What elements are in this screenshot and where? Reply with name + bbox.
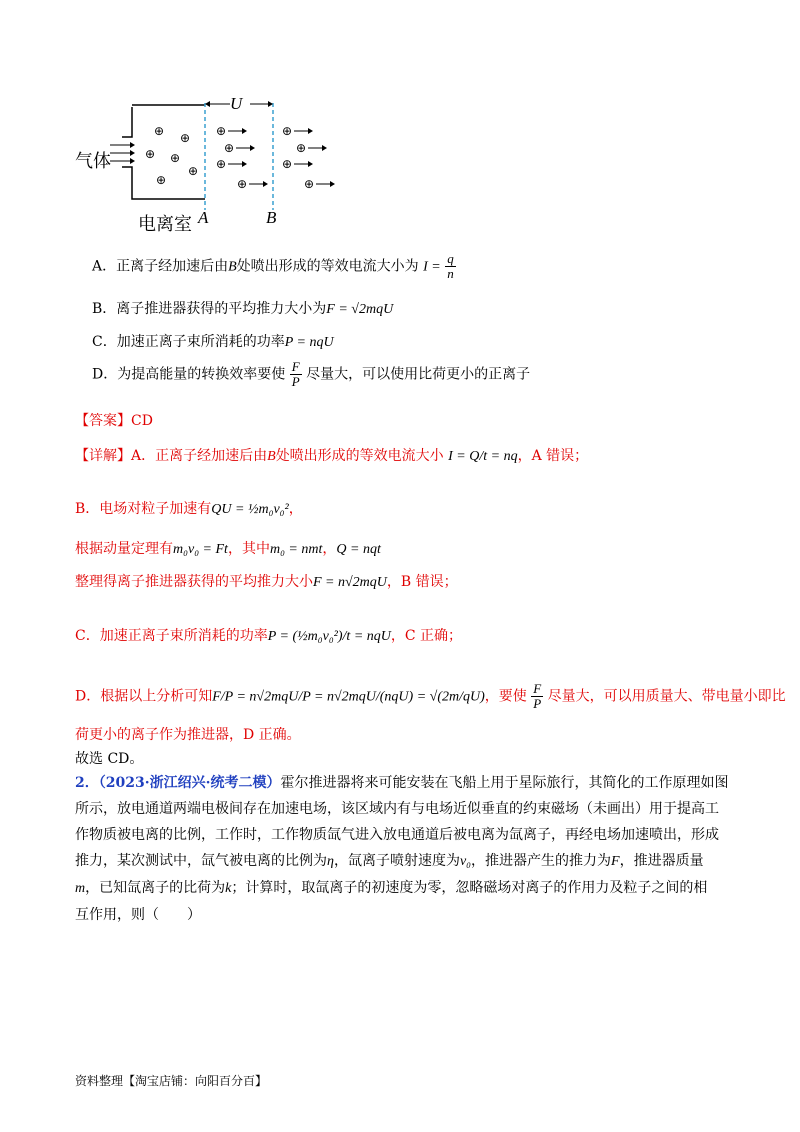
- answer-label: 【答案】CD: [75, 413, 153, 429]
- conclusion: 故选 CD。: [75, 751, 144, 767]
- option-d: D．为提高能量的转换效率要使 $\frac{F}{P}$ 尽量大，可以使用比荷更小的正离子: [92, 359, 531, 389]
- question-2: [75, 770, 735, 928]
- svg-text:⊕: ⊕: [156, 173, 167, 187]
- option-a: A．正离子经加速后由B处喷出形成的等效电流大小为 I = $\frac{q}{n}$: [92, 251, 454, 281]
- ejected-ions: [282, 124, 335, 191]
- svg-text:⊕: ⊕: [216, 124, 227, 138]
- option-b: B．离子推进器获得的平均推力大小为F = √2mqU: [92, 301, 394, 317]
- svg-text:⊕: ⊕: [282, 124, 293, 138]
- accelerated-ions: [216, 124, 268, 191]
- detail-d-cont: 荷更小的离子作为推进器，D 正确。: [75, 727, 301, 743]
- detail-c: C．加速正离子束所消耗的功率P = (½m₀v₀²)/t = nqU，C 正确；: [75, 628, 463, 644]
- svg-text:⊕: ⊕: [145, 147, 156, 161]
- svg-text:⊕: ⊕: [224, 141, 235, 155]
- a-label: A: [198, 208, 209, 227]
- question-2-line5: m，已知氙离子的比荷为k；计算时，取氙离子的初速度为零，忽略磁场对离子的作用力及粒子之间的相: [75, 880, 708, 896]
- u-label: U: [230, 94, 243, 113]
- svg-text:⊕: ⊕: [154, 124, 165, 138]
- detail-d: D．根据以上分析可知F/P = n√2mqU/P = n√2mqU/(nqU) = √(2m/qU)，要使 $\frac{F}{P}$ 尽量大，可以用质量大、带电量小即比: [75, 681, 786, 711]
- gas-label: 气体: [75, 151, 111, 172]
- gas-inflow-arrows: [110, 142, 135, 164]
- detail-momentum: 根据动量定理有m₀v₀ = Ft，其中m₀ = nmt，Q = nqt: [75, 541, 381, 557]
- ion-thruster-diagram: [70, 95, 360, 235]
- question-2-line6: 互作用，则（ ）: [75, 907, 201, 923]
- question-2-line3: 作物质被电离的比例，工作时，工作物质氙气进入放电通道后被电离为氙离子，再经电场加速喷出，形成: [75, 827, 719, 843]
- svg-text:⊕: ⊕: [216, 157, 227, 171]
- svg-text:⊕: ⊕: [188, 164, 199, 178]
- detail-force: 整理得离子推进器获得的平均推力大小F = n√2mqU，B 错误；: [75, 574, 458, 590]
- svg-text:⊕: ⊕: [180, 131, 191, 145]
- chamber-label: 电离室: [138, 214, 192, 235]
- option-c: C．加速正离子束所消耗的功率P = nqU: [92, 334, 334, 350]
- svg-text:⊕: ⊕: [237, 177, 248, 191]
- detail-a: 【详解】A．正离子经加速后由B处喷出形成的等效电流大小 I = Q/t = nq，A 错误；: [75, 448, 589, 464]
- chamber-ions: [145, 124, 198, 187]
- svg-text:⊕: ⊕: [304, 177, 315, 191]
- question-2-line2: 所示，放电通道两端电极间存在加速电场，该区域内有与电场近似垂直的约束磁场（未画出）用于提高工: [75, 801, 719, 817]
- b-label: B: [266, 208, 277, 227]
- svg-text:⊕: ⊕: [296, 141, 307, 155]
- footer-text: 资料整理【淘宝店铺：向阳百分百】: [75, 1074, 268, 1088]
- svg-text:⊕: ⊕: [170, 151, 181, 165]
- question-2-line1: 2．（2023·浙江绍兴·统考二模）霍尔推进器将来可能安装在飞船上用于星际旅行，其简化的工作原理如图: [75, 775, 729, 791]
- detail-b: B．电场对粒子加速有QU = ½m₀v₀²，: [75, 501, 303, 517]
- question-2-line4: 推力，某次测试中，氙气被电离的比例为η，氙离子喷射速度为v₀，推进器产生的推力为F，推进器质量: [75, 853, 704, 869]
- svg-text:⊕: ⊕: [282, 157, 293, 171]
